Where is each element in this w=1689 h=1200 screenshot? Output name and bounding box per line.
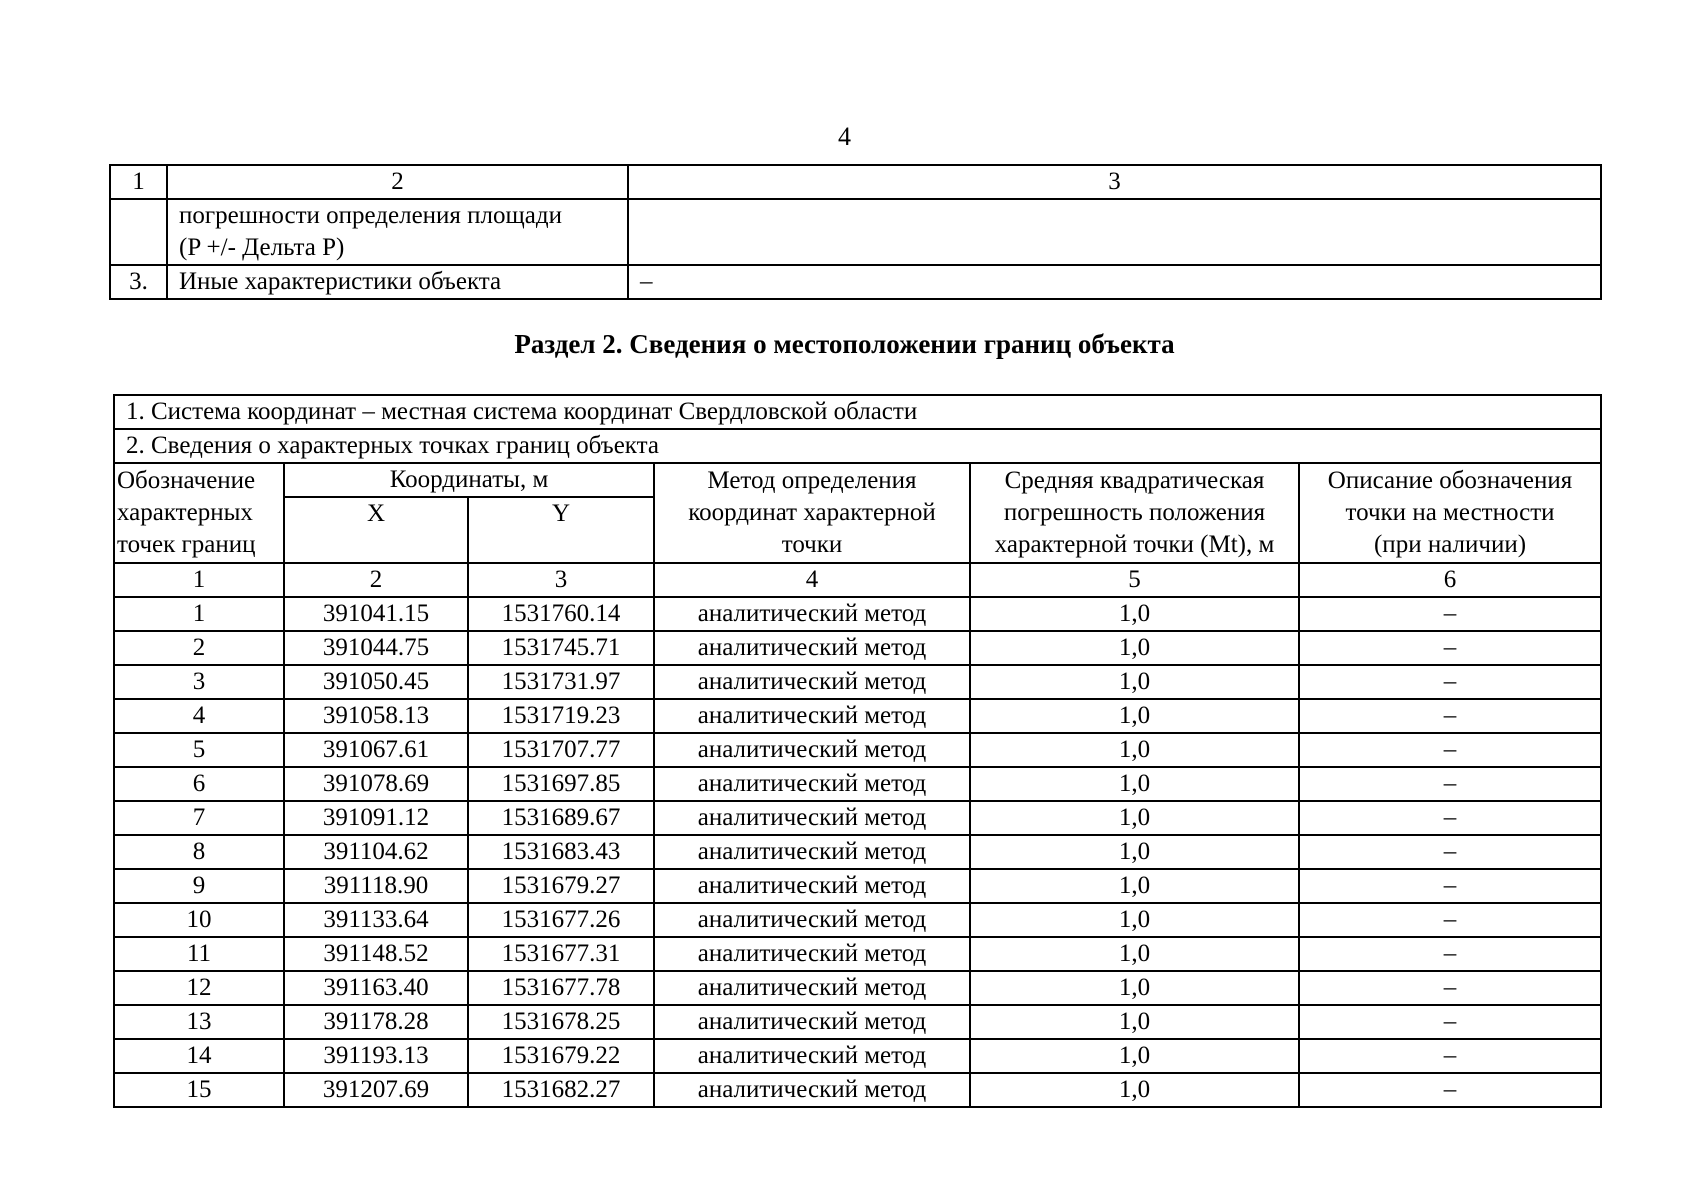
- y-coordinate-cell: 1531707.77: [468, 733, 654, 767]
- table-row: [114, 699, 1601, 733]
- description-cell: –: [1299, 971, 1601, 1005]
- area-error-value: [628, 199, 1601, 265]
- method-cell: аналитический метод: [654, 733, 970, 767]
- error-cell: 1,0: [970, 699, 1299, 733]
- x-coordinate-cell: 391148.52: [284, 937, 468, 971]
- method-cell: аналитический метод: [654, 767, 970, 801]
- y-coordinate-cell: 1531678.25: [468, 1005, 654, 1039]
- description-cell: –: [1299, 1039, 1601, 1073]
- method-cell: аналитический метод: [654, 801, 970, 835]
- table-row: [114, 903, 1601, 937]
- characteristics-header-row: [110, 165, 1601, 199]
- table-row: [114, 1073, 1601, 1107]
- y-coordinate-cell: 1531679.27: [468, 869, 654, 903]
- header-line: погрешность положения: [1003, 499, 1266, 526]
- method-cell: аналитический метод: [654, 971, 970, 1005]
- x-coordinate-cell: 391207.69: [284, 1073, 468, 1107]
- x-coordinate-cell: 391078.69: [284, 767, 468, 801]
- col-number-2: 2: [167, 165, 628, 199]
- table-row: [114, 597, 1601, 631]
- method-cell: аналитический метод: [654, 665, 970, 699]
- error-cell: 1,0: [970, 665, 1299, 699]
- coordinates-header: Координаты, м: [284, 463, 654, 497]
- other-characteristics-label: Иные характеристики объекта: [167, 265, 628, 299]
- column-number: 2: [284, 563, 468, 597]
- description-cell: –: [1299, 801, 1601, 835]
- x-coordinate-cell: 391178.28: [284, 1005, 468, 1039]
- y-coordinate-cell: 1531683.43: [468, 835, 654, 869]
- x-coordinate-cell: 391044.75: [284, 631, 468, 665]
- y-coordinate-cell: 1531679.22: [468, 1039, 654, 1073]
- column-number: 5: [970, 563, 1299, 597]
- col-number-3: 3: [628, 165, 1601, 199]
- x-coordinate-cell: 391193.13: [284, 1039, 468, 1073]
- x-coordinate-cell: 391163.40: [284, 971, 468, 1005]
- header-line: координат характерной: [688, 499, 936, 526]
- column-header-row: [114, 463, 1601, 497]
- y-coordinate-cell: 1531677.78: [468, 971, 654, 1005]
- x-coordinate-cell: 391118.90: [284, 869, 468, 903]
- table-row: [114, 733, 1601, 767]
- point-number-cell: 14: [114, 1039, 284, 1073]
- x-coordinate-cell: 391104.62: [284, 835, 468, 869]
- table-row: [114, 971, 1601, 1005]
- description-cell: –: [1299, 631, 1601, 665]
- column-number: 4: [654, 563, 970, 597]
- header-line: Средняя квадратическая: [1004, 467, 1265, 494]
- other-characteristics-value: –: [628, 265, 1601, 299]
- error-cell: 1,0: [970, 1073, 1299, 1107]
- point-number-cell: 10: [114, 903, 284, 937]
- header-line: Метод определения: [707, 467, 917, 494]
- method-cell: аналитический метод: [654, 1073, 970, 1107]
- column-number-row: [114, 563, 1601, 597]
- x-coordinate-cell: 391133.64: [284, 903, 468, 937]
- y-coordinate-cell: 1531731.97: [468, 665, 654, 699]
- table-row: [114, 835, 1601, 869]
- error-cell: 1,0: [970, 767, 1299, 801]
- other-characteristics-row: [110, 265, 1601, 299]
- table-row: [114, 1039, 1601, 1073]
- method-cell: аналитический метод: [654, 835, 970, 869]
- header-line: (при наличии): [1373, 531, 1527, 558]
- method-cell: аналитический метод: [654, 869, 970, 903]
- designation-header: [114, 463, 284, 563]
- error-cell: 1,0: [970, 869, 1299, 903]
- point-number-cell: 1: [114, 597, 284, 631]
- col-number-1: 1: [110, 165, 167, 199]
- point-number-cell: 11: [114, 937, 284, 971]
- section-title: Раздел 2. Сведения о местоположении границ объекта: [514, 329, 1175, 359]
- characteristics-table: [109, 164, 1602, 300]
- y-coordinate-cell: 1531745.71: [468, 631, 654, 665]
- error-cell: 1,0: [970, 937, 1299, 971]
- header-line: точек границ: [117, 531, 256, 558]
- error-cell: 1,0: [970, 597, 1299, 631]
- boundary-points-table: [113, 394, 1602, 1108]
- error-cell: 1,0: [970, 733, 1299, 767]
- table-row: [114, 801, 1601, 835]
- table-row: [114, 631, 1601, 665]
- error-cell: 1,0: [970, 801, 1299, 835]
- method-cell: аналитический метод: [654, 699, 970, 733]
- header-line: точки: [781, 531, 843, 558]
- description-cell: –: [1299, 937, 1601, 971]
- description-cell: –: [1299, 699, 1601, 733]
- area-error-row: [110, 199, 1601, 265]
- table-row: [114, 869, 1601, 903]
- method-cell: аналитический метод: [654, 937, 970, 971]
- x-coordinate-cell: 391050.45: [284, 665, 468, 699]
- error-cell: 1,0: [970, 1039, 1299, 1073]
- description-cell: –: [1299, 767, 1601, 801]
- column-number: 1: [114, 563, 284, 597]
- point-number-cell: 5: [114, 733, 284, 767]
- description-cell: –: [1299, 903, 1601, 937]
- table-row: [114, 665, 1601, 699]
- y-coordinate-cell: 1531719.23: [468, 699, 654, 733]
- description-cell: –: [1299, 733, 1601, 767]
- header-line: Описание обозначения: [1327, 467, 1573, 494]
- description-cell: –: [1299, 869, 1601, 903]
- coordinate-system-row: [114, 395, 1601, 429]
- method-cell: аналитический метод: [654, 903, 970, 937]
- description-header: [1299, 463, 1601, 563]
- coordinate-system-text: 1. Система координат – местная система координат Свердловской области: [114, 395, 1601, 429]
- method-cell: аналитический метод: [654, 1039, 970, 1073]
- row-number: 3.: [110, 265, 167, 299]
- description-cell: –: [1299, 1005, 1601, 1039]
- point-number-cell: 6: [114, 767, 284, 801]
- y-coordinate-cell: 1531677.26: [468, 903, 654, 937]
- label-line: погрешности определения площади: [179, 202, 562, 229]
- error-cell: 1,0: [970, 631, 1299, 665]
- point-number-cell: 15: [114, 1073, 284, 1107]
- point-number-cell: 7: [114, 801, 284, 835]
- error-cell: 1,0: [970, 835, 1299, 869]
- header-line: Обозначение: [117, 467, 256, 494]
- error-cell: 1,0: [970, 1005, 1299, 1039]
- description-cell: –: [1299, 835, 1601, 869]
- label-line: (P +/- Дельта P): [179, 234, 345, 261]
- column-number: 6: [1299, 563, 1601, 597]
- table-row: [114, 1005, 1601, 1039]
- header-line: характерных: [117, 499, 253, 526]
- y-coordinate-cell: 1531682.27: [468, 1073, 654, 1107]
- point-number-cell: 9: [114, 869, 284, 903]
- description-cell: –: [1299, 665, 1601, 699]
- y-coordinate-cell: 1531697.85: [468, 767, 654, 801]
- method-cell: аналитический метод: [654, 597, 970, 631]
- method-cell: аналитический метод: [654, 631, 970, 665]
- table-row: [114, 937, 1601, 971]
- page-number: 4: [838, 122, 851, 151]
- point-number-cell: 2: [114, 631, 284, 665]
- x-coordinate-cell: 391067.61: [284, 733, 468, 767]
- points-info-text: 2. Сведения о характерных точках границ объекта: [114, 429, 1601, 463]
- column-number: 3: [468, 563, 654, 597]
- header-line: характерной точки (Mt), м: [994, 531, 1275, 558]
- x-header: X: [284, 497, 468, 563]
- point-number-cell: 3: [114, 665, 284, 699]
- method-cell: аналитический метод: [654, 1005, 970, 1039]
- description-cell: –: [1299, 597, 1601, 631]
- point-number-cell: 12: [114, 971, 284, 1005]
- table-row: [114, 767, 1601, 801]
- y-header: Y: [468, 497, 654, 563]
- point-number-cell: 4: [114, 699, 284, 733]
- point-number-cell: 13: [114, 1005, 284, 1039]
- x-coordinate-cell: 391058.13: [284, 699, 468, 733]
- error-cell: 1,0: [970, 903, 1299, 937]
- row-number: [110, 199, 167, 265]
- point-rows: [114, 597, 1601, 1107]
- x-coordinate-cell: 391041.15: [284, 597, 468, 631]
- points-info-row: [114, 429, 1601, 463]
- header-line: точки на местности: [1345, 499, 1555, 526]
- point-number-cell: 8: [114, 835, 284, 869]
- error-cell: 1,0: [970, 971, 1299, 1005]
- description-cell: –: [1299, 1073, 1601, 1107]
- y-coordinate-cell: 1531677.31: [468, 937, 654, 971]
- error-header: [970, 463, 1299, 563]
- x-coordinate-cell: 391091.12: [284, 801, 468, 835]
- area-error-label: [167, 199, 628, 265]
- y-coordinate-cell: 1531760.14: [468, 597, 654, 631]
- y-coordinate-cell: 1531689.67: [468, 801, 654, 835]
- method-header: [654, 463, 970, 563]
